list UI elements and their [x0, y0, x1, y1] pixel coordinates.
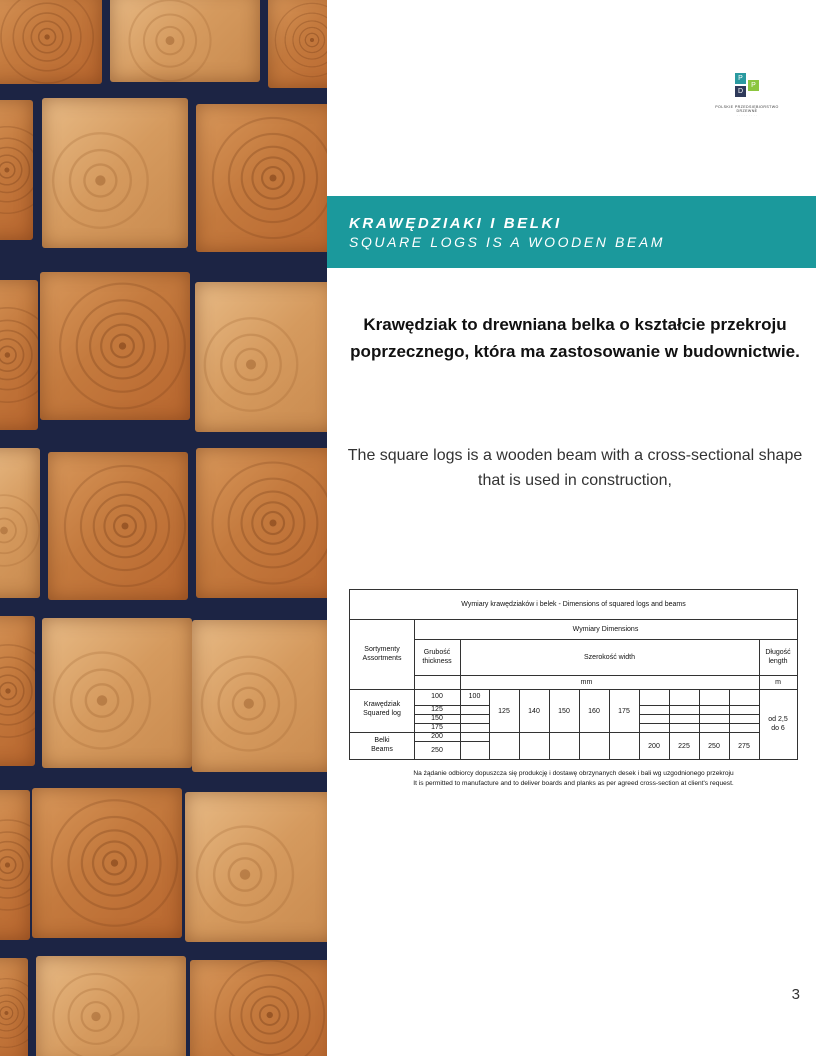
- banner-title-en: SQUARE LOGS IS A WOODEN BEAM: [349, 234, 666, 250]
- log-end: [196, 104, 327, 252]
- width-value: 125: [498, 708, 510, 715]
- thickness-value: 200: [431, 733, 443, 740]
- log-end: [0, 448, 40, 598]
- table-note-pl: Na żądanie odbiorcy dopuszcza się produkcję i dostawę obrzynanych desek i bali wg uzgodnionego przekroju: [413, 770, 734, 777]
- dims-header: Wymiary Dimensions: [572, 626, 639, 633]
- log-end: [0, 280, 38, 430]
- log-end: [185, 792, 327, 942]
- unit-mm: mm: [580, 679, 593, 686]
- logo-square-p: P: [735, 73, 746, 84]
- width-value: 200: [648, 743, 660, 750]
- thickness-value: 150: [431, 715, 443, 722]
- length-header: Długość length: [765, 649, 791, 665]
- assortment-squared-log: Krawędziak Squared log: [363, 701, 401, 717]
- log-end: [190, 960, 327, 1056]
- log-end: [40, 272, 190, 420]
- width-value: 275: [738, 743, 750, 750]
- table-title: Wymiary krawędziaków i belek - Dimensions of squared logs and beams: [461, 601, 686, 608]
- thickness-value: 250: [431, 747, 443, 754]
- width-value: 225: [678, 743, 690, 750]
- logo-subcaption: · · · · · · · · ·: [736, 113, 758, 117]
- intro-text-en: The square logs is a wooden beam with a cross-sectional shape that is used in construction,: [347, 447, 803, 489]
- log-end: [268, 0, 327, 88]
- width-value: 100: [468, 693, 481, 700]
- section-banner: [327, 196, 816, 268]
- timber-photo: [0, 0, 327, 1056]
- log-end: [0, 0, 102, 84]
- logo-caption: POLSKIE PRZEDSIĘBIORSTWO DRZEWNE: [715, 105, 779, 113]
- log-end: [195, 282, 327, 432]
- logo-square-p: P: [748, 80, 759, 91]
- width-value: 140: [528, 708, 540, 715]
- log-end: [0, 958, 28, 1056]
- length-value: od 2,5 do 6: [768, 716, 788, 732]
- table-note-en: It is permitted to manufacture and to deliver boards and planks as per agreed cross-section at client's request.: [413, 780, 734, 787]
- log-end: [192, 620, 327, 772]
- unit-m: m: [775, 679, 781, 686]
- thickness-value: 175: [431, 724, 443, 731]
- company-logo: [705, 55, 789, 139]
- log-end: [42, 618, 192, 768]
- thickness-value: 100: [431, 693, 443, 700]
- assortments-header: Sortymenty Assortments: [362, 646, 402, 662]
- thickness-header: Grubość thickness: [422, 649, 452, 665]
- log-end: [0, 616, 35, 766]
- width-value: 160: [588, 708, 600, 715]
- dimensions-table: [349, 589, 798, 760]
- log-end: [42, 98, 188, 248]
- log-end: [32, 788, 182, 938]
- log-end: [196, 448, 327, 598]
- thickness-value: 125: [431, 706, 443, 713]
- width-value: 175: [618, 708, 630, 715]
- log-end: [110, 0, 260, 82]
- banner-title-pl: KRAWĘDZIAKI I BELKI: [349, 215, 562, 232]
- width-value: 150: [558, 708, 570, 715]
- log-end: [0, 790, 30, 940]
- width-value: 250: [708, 743, 720, 750]
- log-end: [36, 956, 186, 1056]
- logo-square-d: D: [735, 86, 746, 97]
- width-header: Szerokość width: [584, 654, 635, 661]
- log-end: [0, 100, 33, 240]
- assortment-beams: Belki Beams: [371, 737, 393, 753]
- log-end: [48, 452, 188, 600]
- page-number: 3: [791, 986, 800, 1003]
- intro-text-pl: Krawędziak to drewniana belka o kształcie przekroju poprzecznego, która ma zastosowanie w budownictwie.: [350, 315, 800, 361]
